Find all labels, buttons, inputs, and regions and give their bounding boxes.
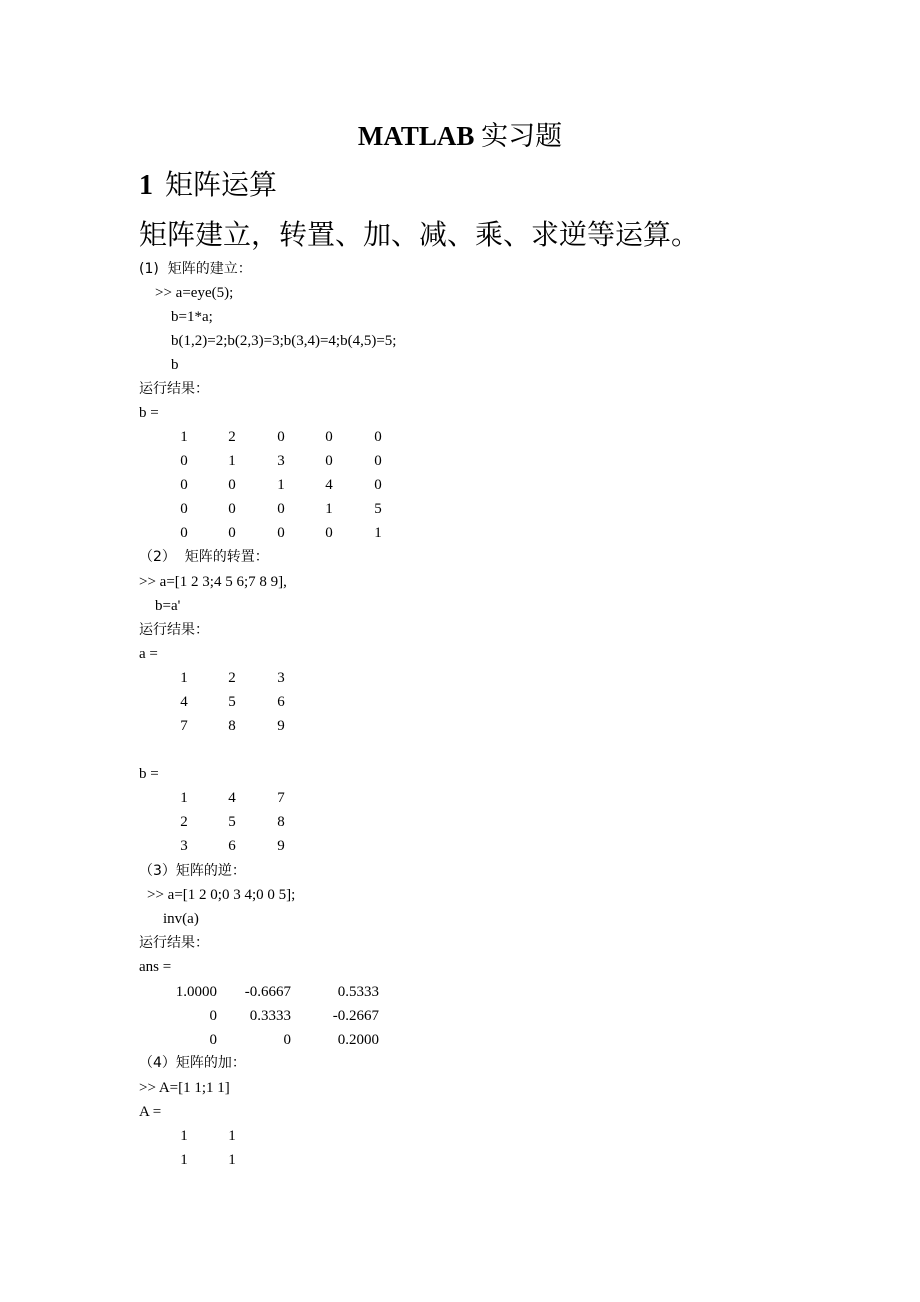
part1-code-line: b=1*a; <box>171 309 213 325</box>
matrix-cell: 2 <box>228 670 236 686</box>
matrix-cell: 0 <box>325 453 333 469</box>
matrix-cell: 1 <box>180 670 188 686</box>
matrix-cell: 0 <box>325 429 333 445</box>
matrix-cell: 2 <box>228 429 236 445</box>
matrix-cell: 5 <box>228 814 236 830</box>
part4-var: A = <box>139 1104 162 1120</box>
title-cn: 实习题 <box>481 121 563 152</box>
matrix-cell: 0 <box>228 477 236 493</box>
part3-heading: （3）矩阵的逆： <box>139 863 246 879</box>
part1-code-line: b <box>171 357 179 373</box>
part2-heading: （2） 矩阵的转置： <box>139 549 269 565</box>
matrix-cell: 9 <box>277 718 285 734</box>
part2-var-b: b = <box>139 766 159 782</box>
section-title: 矩阵运算 <box>165 168 278 201</box>
matrix-cell: 6 <box>228 838 236 854</box>
matrix-cell: 0.2000 <box>337 1032 379 1048</box>
matrix-cell: 4 <box>180 694 188 710</box>
matrix-cell: 0 <box>277 525 285 541</box>
part1-heading: (1) 矩阵的建立： <box>139 261 252 277</box>
matrix-cell: 0 <box>325 525 333 541</box>
title-latin: MATLAB <box>357 121 475 151</box>
matrix-cell: 3 <box>180 838 188 854</box>
part1-var: b = <box>139 405 159 421</box>
result-label: 运行结果： <box>139 935 209 951</box>
part1-code-line: b(1,2)=2;b(2,3)=3;b(3,4)=4;b(4,5)=5; <box>171 333 397 349</box>
matrix-cell: 1 <box>180 1128 188 1144</box>
matrix-cell: 4 <box>228 790 236 806</box>
matrix-cell: 7 <box>180 718 188 734</box>
matrix-cell: 8 <box>228 718 236 734</box>
matrix-cell: 4 <box>325 477 333 493</box>
matrix-cell: 6 <box>277 694 285 710</box>
part4-code-line: >> A=[1 1;1 1] <box>139 1080 230 1096</box>
result-label: 运行结果： <box>139 622 209 638</box>
matrix-cell: 0 <box>374 477 382 493</box>
matrix-cell: 8 <box>277 814 285 830</box>
part2-var-a: a = <box>139 646 158 662</box>
matrix-cell: 1 <box>180 1152 188 1168</box>
section-heading <box>139 166 277 205</box>
matrix-cell: 1 <box>374 525 382 541</box>
matrix-cell: 3 <box>277 453 285 469</box>
matrix-cell: 5 <box>228 694 236 710</box>
matrix-cell: 9 <box>277 838 285 854</box>
part2-code-line: >> a=[1 2 3;4 5 6;7 8 9], <box>139 574 287 590</box>
matrix-cell: 1 <box>180 790 188 806</box>
matrix-cell: 0 <box>283 1032 291 1048</box>
matrix-cell: 3 <box>277 670 285 686</box>
part3-var: ans = <box>139 959 172 975</box>
matrix-cell: 0 <box>180 477 188 493</box>
matrix-cell: 0 <box>374 429 382 445</box>
section-number: 1 <box>139 170 153 201</box>
part1-code-line: >> a=eye(5); <box>155 285 234 301</box>
matrix-cell: 0 <box>228 501 236 517</box>
part4-heading: （4）矩阵的加： <box>139 1055 246 1071</box>
section-subtitle: 矩阵建立，转置、加、减、乘、求逆等运算。 <box>139 218 700 251</box>
part2-code-line: b=a' <box>155 598 181 614</box>
matrix-cell: 5 <box>374 501 382 517</box>
part3-code-line: >> a=[1 2 0;0 3 4;0 0 5]; <box>147 887 296 903</box>
matrix-cell: 0.3333 <box>249 1008 291 1024</box>
matrix-cell: 1 <box>277 477 285 493</box>
matrix-cell: 1 <box>228 453 236 469</box>
matrix-cell: 0 <box>180 525 188 541</box>
matrix-cell: 0 <box>209 1008 217 1024</box>
matrix-cell: -0.6667 <box>244 984 291 1000</box>
matrix-cell: 7 <box>277 790 285 806</box>
matrix-cell: 0 <box>228 525 236 541</box>
matrix-cell: 1 <box>325 501 333 517</box>
part3-code-line: inv(a) <box>163 911 199 927</box>
matrix-cell: -0.2667 <box>332 1008 379 1024</box>
matrix-cell: 1.0000 <box>175 984 217 1000</box>
matrix-cell: 0 <box>180 501 188 517</box>
matrix-cell: 0 <box>180 453 188 469</box>
page-title <box>0 118 920 155</box>
matrix-cell: 0 <box>209 1032 217 1048</box>
matrix-cell: 2 <box>180 814 188 830</box>
matrix-cell: 0 <box>277 501 285 517</box>
matrix-cell: 0.5333 <box>337 984 379 1000</box>
result-label: 运行结果： <box>139 381 209 397</box>
matrix-cell: 1 <box>180 429 188 445</box>
matrix-cell: 1 <box>228 1128 236 1144</box>
matrix-cell: 0 <box>277 429 285 445</box>
matrix-cell: 0 <box>374 453 382 469</box>
matrix-cell: 1 <box>228 1152 236 1168</box>
